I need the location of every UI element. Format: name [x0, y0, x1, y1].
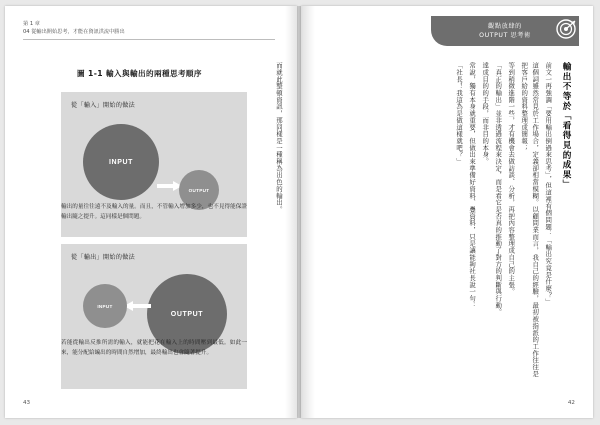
left-page: [5, 6, 297, 418]
running-head: [23, 20, 275, 40]
running-head-rule: [23, 39, 275, 40]
panel-b-caption: 若能從輸出反推所需的輸入，就能把花在輸入上的時間壓到最低。如此一來，能分配給編出的時間自然增加，最終輸出也會隨著提升。: [61, 340, 247, 357]
body-column: 等到稍微進階一些，才有機會去做訪談、分析，再把內容整理成自己的主張。: [507, 62, 516, 295]
panel-a-caption: 輸出的量往往遠不及輸入的量。而且，不管輸入增加多少，也不見得能保證輸出隨之提升。這同樣是個問題。: [61, 204, 247, 221]
figure-title: 圖 1-1 輸入與輸出的兩種思考順序: [77, 69, 202, 78]
input-circle: INPUT: [83, 124, 159, 200]
folio-left: 43: [23, 400, 31, 406]
chapter-badge-line1: 觀點放肆的: [488, 22, 522, 30]
body-column: 常說，獨有本身就重要，但做出來準備好資料、疊資料，只是讓能夠社長說一句：: [468, 62, 477, 309]
target-icon: [555, 18, 577, 40]
body-column: 達成目的的手段，而非目的本身。: [481, 62, 490, 165]
body-column: 這個詞雖然常見於工作場合，定義卻相當模糊。以顧問業而言，我自己的經驗，最初被指派的工作往往是把客戶給的資料整理成簡報；: [520, 62, 540, 378]
running-head-section: 04 從輸出開始思考，才能在資訊洪流中勝出: [23, 29, 125, 36]
output-circle-small: OUTPUT: [179, 170, 219, 210]
panel-a-label: 從「輸入」開始的做法: [71, 102, 135, 109]
chapter-badge-line2: OUTPUT 思考術: [479, 32, 531, 39]
body-column: 「社長！我這為是做這樣就吧？」: [455, 62, 464, 165]
body-column: 而就此整頓資訊，那同樣是一種稱為出色的輸出。: [275, 62, 283, 213]
left-page-text-spill: [272, 62, 285, 380]
body-column: 前文一再強調「要用輸出倒過來思考」，但這裡有個問題：「輸出究竟是什麼？」: [544, 62, 553, 306]
body-column: 「真正的輸出」並非透過流程來決定，而是看它是否真的推動了對方的判斷與行動。: [494, 62, 503, 316]
figure-panel-output-first: [61, 244, 247, 389]
running-head-chapter: 第 1 章: [23, 21, 40, 27]
folio-right: 42: [567, 400, 575, 406]
input-circle-small: INPUT: [83, 284, 127, 328]
body-text-vertical: [452, 62, 577, 380]
output-circle: OUTPUT: [147, 274, 227, 354]
panel-b-label: 從「輸出」開始的做法: [71, 254, 135, 261]
section-heading: 輸出不等於「看得見的成果」: [561, 62, 571, 190]
right-page: [301, 6, 593, 418]
